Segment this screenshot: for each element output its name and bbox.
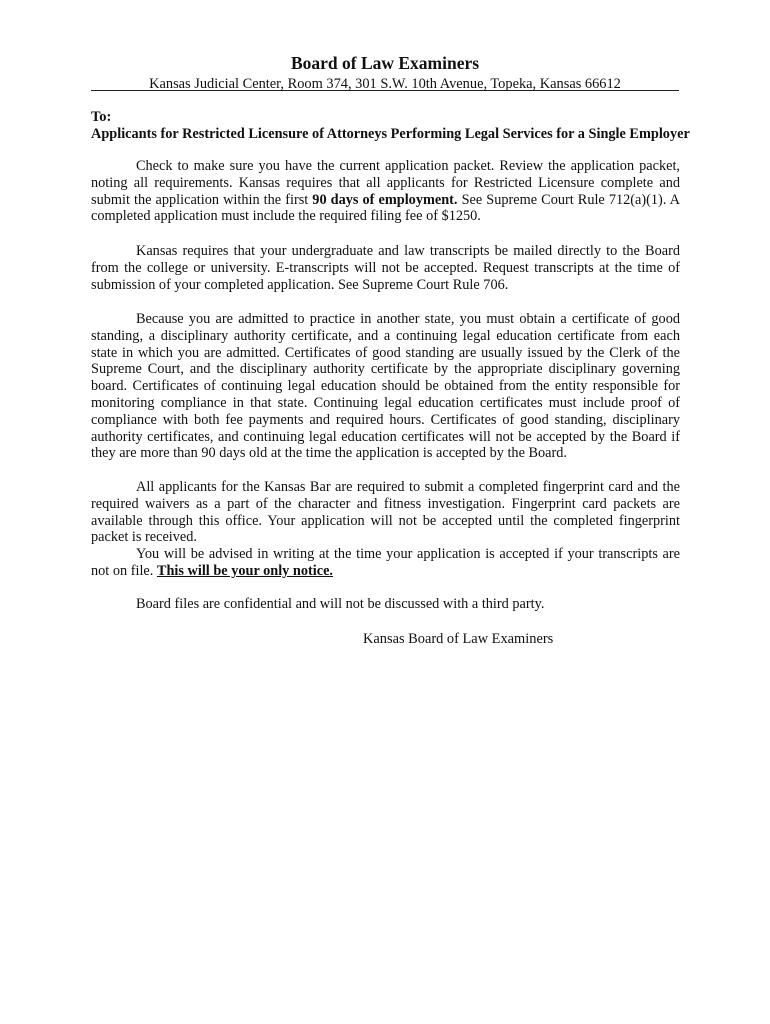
only-notice: This will be your only notice. [156, 562, 334, 579]
document-title: Board of Law Examiners [290, 53, 480, 73]
header-divider [91, 90, 679, 91]
paragraph-certificates: Because you are admitted to practice in another state, you must obtain a certificate of good standing, a disciplinary authority certificate, and a continuing legal education certificate from each state in which you are admitted. Certificates of good standing are usually issued by the Clerk of the Supreme Court, and the disciplinary authority certificate by the appropriate disciplinary governing board. Certificates of continuing legal education should be obtained from the entity responsible for monitoring compliance in that state. Continuing legal education certificates must include proof of compliance with both fee payments and required hours. Certificates of good standing, disciplinary authority certificates, and continuing legal education certificates will not be accepted by the Board if they are more than 90 days old at the time the application is accepted by the Board. [91, 311, 680, 462]
paragraph-confidentiality: Board files are confidential and will not be discussed with a third party. [136, 596, 545, 612]
paragraph-transcripts: Kansas requires that your undergraduate and law transcripts be mailed directly to the Board from the college or university. E-transcripts will not be accepted. Request transcripts at the time of submission of your completed application. See Supreme Court Rule 706. [91, 243, 680, 293]
board-address: Kansas Judicial Center, Room 374, 301 S.W. 10th Avenue, Topeka, Kansas 66612 [149, 76, 621, 92]
paragraph-text: See Supreme Court Rule 712(a)(1). A completed application must include the required filing fee of $1250. [91, 191, 680, 225]
employment-deadline: 90 days of employment. [312, 191, 458, 208]
paragraph-text: Check to make sure you have the current application packet. Review the application packet, noting all requirements. Kansas requires that all applicants for Restricted Licensure complete and submit the application within the first [91, 158, 680, 208]
paragraph-notice [91, 546, 680, 580]
paragraph-text: You will be advised in writing at the time your application is accepted if your transcripts are not on file. [91, 546, 680, 579]
signature: Kansas Board of Law Examiners [363, 631, 554, 647]
paragraph-fingerprints: All applicants for the Kansas Bar are required to submit a completed fingerprint card and the required waivers as a part of the character and fitness investigation. Fingerprint card packets are available through this office. Your application will not be accepted until the completed fingerprint packet is received. [91, 479, 680, 546]
paragraph-application-packet [91, 158, 680, 225]
addressee-subject: Applicants for Restricted Licensure of Attorneys Performing Legal Services for a Single Employer [91, 126, 690, 142]
to-label: To: [91, 109, 112, 125]
